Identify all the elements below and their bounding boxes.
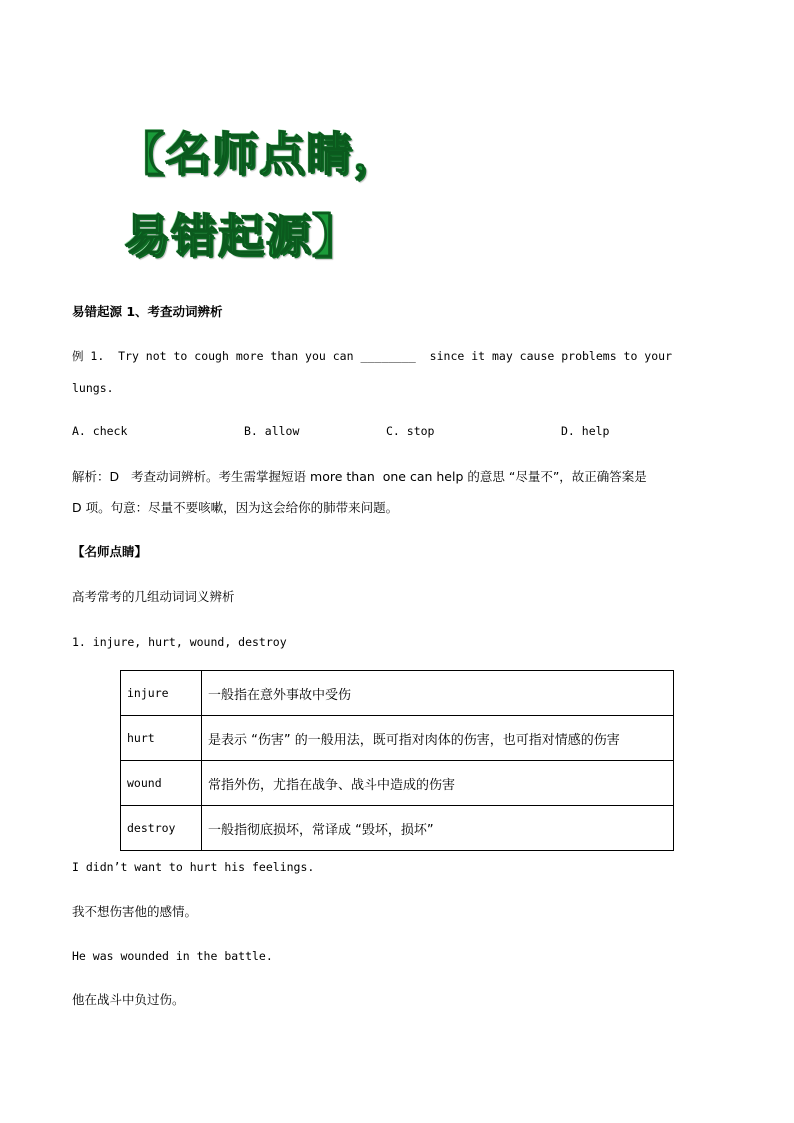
section-heading: 易错起源 1、考查动词辨析 <box>72 304 223 319</box>
option-c: C. stop <box>386 424 435 438</box>
table-cell-meaning: 是表示 “伤害” 的一般用法，既可指对肉体的伤害，也可指对情感的伤害 <box>202 716 674 761</box>
table-row <box>121 806 674 851</box>
tips-intro: 高考常考的几组动词词义辨析 <box>72 589 235 604</box>
table-row <box>121 761 674 806</box>
table-cell-word: hurt <box>121 716 202 761</box>
table-cell-meaning: 常指外伤，尤指在战争、战斗中造成的伤害 <box>202 761 674 806</box>
example-sentence-cn-1: 我不想伤害他的感情。 <box>72 904 198 919</box>
table-row <box>121 671 674 716</box>
analysis-line1: 解析：D 考查动词辨析。考生需掌握短语 more than one can help 的意思 “尽量不”，故正确答案是 <box>72 469 647 484</box>
table-cell-meaning: 一般指彻底损坏，常译成 “毁坏，损坏” <box>202 806 674 851</box>
table-cell-word: wound <box>121 761 202 806</box>
table-cell-word: injure <box>121 671 202 716</box>
vocab-table <box>120 670 674 851</box>
example-question-line1: 例 1. Try not to cough more than you can ________ since it may cause problems to your <box>72 349 673 363</box>
banner-title-line1: 【名师点睛， <box>118 127 400 181</box>
option-b: B. allow <box>244 424 300 438</box>
group-title: 1. injure, hurt, wound, destroy <box>72 635 287 649</box>
table-cell-meaning: 一般指在意外事故中受伤 <box>202 671 674 716</box>
banner-title-line2: 易错起源】 <box>124 209 359 263</box>
analysis-line2: D 项。句意：尽量不要咳嗽，因为这会给你的肺带来问题。 <box>72 500 399 515</box>
table-row <box>121 716 674 761</box>
option-d: D. help <box>561 424 610 438</box>
example-sentence-cn-2: 他在战斗中负过伤。 <box>72 992 185 1007</box>
table-cell-word: destroy <box>121 806 202 851</box>
tips-heading: 【名师点睛】 <box>72 544 148 559</box>
example-sentence-en-1: I didn’t want to hurt his feelings. <box>72 860 315 874</box>
example-sentence-en-2: He was wounded in the battle. <box>72 949 273 963</box>
example-question-line2: lungs. <box>72 381 114 395</box>
option-a: A. check <box>72 424 128 438</box>
